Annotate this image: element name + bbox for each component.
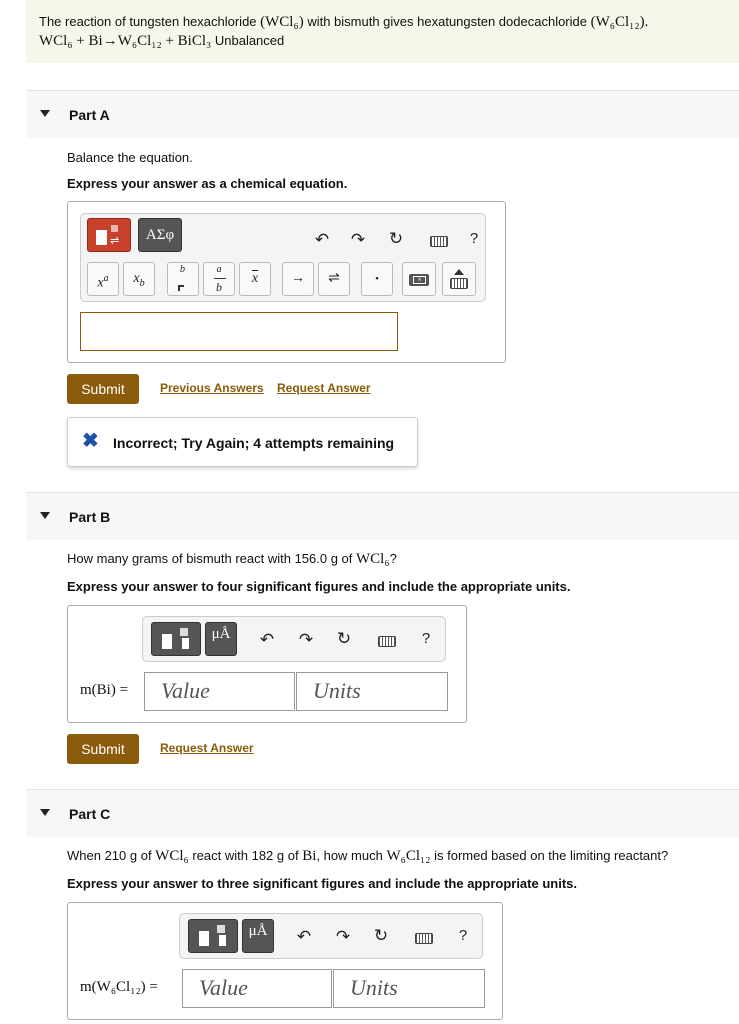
part-c-formula-w6cl12: W₆Cl₁₂	[386, 848, 431, 864]
reset-icon[interactable]: ↻	[388, 229, 404, 248]
part-a-header[interactable]	[26, 90, 739, 138]
feedback-message: Incorrect; Try Again; 4 attempts remaining	[113, 435, 395, 451]
part-c-question	[67, 848, 668, 865]
keyboard-toggle-button[interactable]	[442, 262, 476, 296]
fraction-button[interactable]	[203, 262, 235, 296]
incorrect-icon: ✖	[82, 430, 99, 452]
part-c-requirement: Express your answer to three significant figures and include the appropriate units.	[67, 876, 577, 891]
overline-button[interactable]: $\overline{x}$	[239, 262, 271, 296]
part-a-request-answer-link[interactable]: Request Answer	[277, 381, 371, 395]
redo-icon[interactable]: ↷	[350, 230, 366, 249]
part-a-feedback	[67, 417, 418, 467]
collapse-triangle-icon[interactable]	[40, 809, 50, 816]
intro-formula-wcl6: (WCl₆)	[260, 14, 304, 30]
intro-equation: WCl₆ + Bi→W₆Cl₁₂ + BiCl₃	[39, 33, 212, 49]
superscript-sup: a	[103, 273, 109, 284]
part-b-question	[67, 551, 397, 568]
keyboard-up-arrow-icon	[454, 269, 464, 275]
intro-equation-note: Unbalanced	[211, 33, 285, 48]
superscript-button[interactable]	[87, 262, 119, 296]
part-b-units-input[interactable]: Units	[296, 672, 448, 711]
equilibrium-arrow-button[interactable]: ⇌	[318, 262, 350, 296]
undo-icon[interactable]: ↶	[314, 230, 330, 249]
subscript-sub: b	[139, 277, 145, 289]
delete-button[interactable]	[402, 262, 436, 296]
part-c-answer-label: m(W₆Cl₁₂) =	[80, 979, 158, 995]
part-b-answer-panel	[67, 605, 467, 723]
part-c-header[interactable]	[26, 789, 739, 837]
part-c-formula-wcl6: WCl₆	[155, 848, 189, 864]
subscript-base: x	[133, 271, 140, 286]
part-c-question-prefix: When 210 g of	[67, 848, 156, 863]
part-b-header[interactable]	[26, 492, 739, 540]
part-c-answer-panel	[67, 902, 503, 1020]
undo-icon[interactable]: ↶	[296, 927, 312, 946]
part-b-requirement: Express your answer to four significant figures and include the appropriate units.	[67, 579, 571, 594]
part-c-units-input[interactable]: Units	[333, 969, 485, 1008]
collapse-triangle-icon[interactable]	[40, 110, 50, 117]
templates-icon[interactable]	[188, 919, 238, 953]
intro-prefix: The reaction of tungsten hexachloride	[39, 14, 261, 29]
fraction-numerator: a	[216, 264, 222, 275]
part-c-value-input[interactable]: Value	[182, 969, 332, 1008]
part-c-question-suffix: is formed based on the limiting reactant?	[430, 848, 669, 863]
intro-text	[39, 14, 648, 31]
reaction-arrow-button[interactable]: →	[282, 262, 314, 296]
units-tool-button[interactable]: μÅ	[205, 622, 237, 656]
part-a-submit-button[interactable]: Submit	[67, 374, 139, 404]
part-a-answer-input[interactable]	[80, 312, 398, 351]
left-script-bracket-icon	[178, 285, 184, 291]
part-c-toolbar	[179, 913, 483, 959]
reset-icon[interactable]: ↻	[336, 629, 352, 648]
keyboard-shortcuts-icon[interactable]	[378, 636, 396, 647]
part-c-title: Part C	[69, 806, 111, 822]
part-b-question-suffix: ?	[389, 551, 397, 566]
part-a-toolbar	[80, 213, 486, 302]
reset-icon[interactable]: ↻	[373, 926, 389, 945]
intro-equation-line	[39, 33, 284, 50]
greek-letters-button[interactable]: ΑΣφ	[138, 218, 182, 252]
backspace-icon: ×	[409, 274, 429, 286]
collapse-triangle-icon[interactable]	[40, 512, 50, 519]
keyboard-shortcuts-icon[interactable]	[415, 933, 433, 944]
keyboard-shortcuts-icon[interactable]	[430, 236, 448, 247]
subscript-button[interactable]	[123, 262, 155, 296]
part-b-question-prefix: How many grams of bismuth react with 156.0 g of	[67, 551, 357, 566]
part-a-answer-panel	[67, 201, 506, 363]
intro-middle: with bismuth gives hexatungsten dodecachloride	[303, 14, 591, 29]
left-subscript-superscript-button[interactable]	[167, 262, 199, 296]
part-b-answer-label: m(Bi) =	[80, 682, 129, 698]
fraction-bar-icon	[214, 278, 226, 279]
units-tool-button[interactable]: μÅ	[242, 919, 274, 953]
part-b-title: Part B	[69, 509, 111, 525]
fraction-denominator: b	[216, 280, 222, 294]
help-icon[interactable]: ?	[469, 230, 479, 247]
previous-answers-link[interactable]: Previous Answers	[160, 381, 264, 395]
part-c-question-middle: react with 182 g of	[188, 848, 303, 863]
templates-icon[interactable]: ⇌	[87, 218, 131, 252]
part-c-question-middle2: , how much	[316, 848, 387, 863]
templates-icon[interactable]	[151, 622, 201, 656]
help-icon[interactable]: ?	[458, 927, 468, 944]
help-icon[interactable]: ?	[421, 630, 431, 647]
problem-intro	[26, 0, 739, 63]
part-a-title: Part A	[69, 107, 110, 123]
part-b-request-answer-link[interactable]: Request Answer	[160, 741, 254, 755]
part-c-formula-bi: Bi	[302, 848, 317, 864]
left-superscript-label: b	[180, 264, 185, 275]
redo-icon[interactable]: ↷	[298, 630, 314, 649]
part-b-question-formula: WCl₆	[356, 551, 390, 567]
keyboard-icon	[450, 278, 468, 289]
intro-formula-w6cl12: (W₆Cl₁₂).	[590, 14, 649, 30]
undo-icon[interactable]: ↶	[259, 630, 275, 649]
dot-button[interactable]: •	[361, 262, 393, 296]
part-b-toolbar	[142, 616, 446, 662]
redo-icon[interactable]: ↷	[335, 927, 351, 946]
part-b-submit-button[interactable]: Submit	[67, 734, 139, 764]
part-a-instruction: Balance the equation.	[67, 150, 193, 165]
superscript-base: x	[97, 275, 104, 291]
part-a-requirement: Express your answer as a chemical equation.	[67, 176, 348, 191]
part-b-value-input[interactable]: Value	[144, 672, 295, 711]
